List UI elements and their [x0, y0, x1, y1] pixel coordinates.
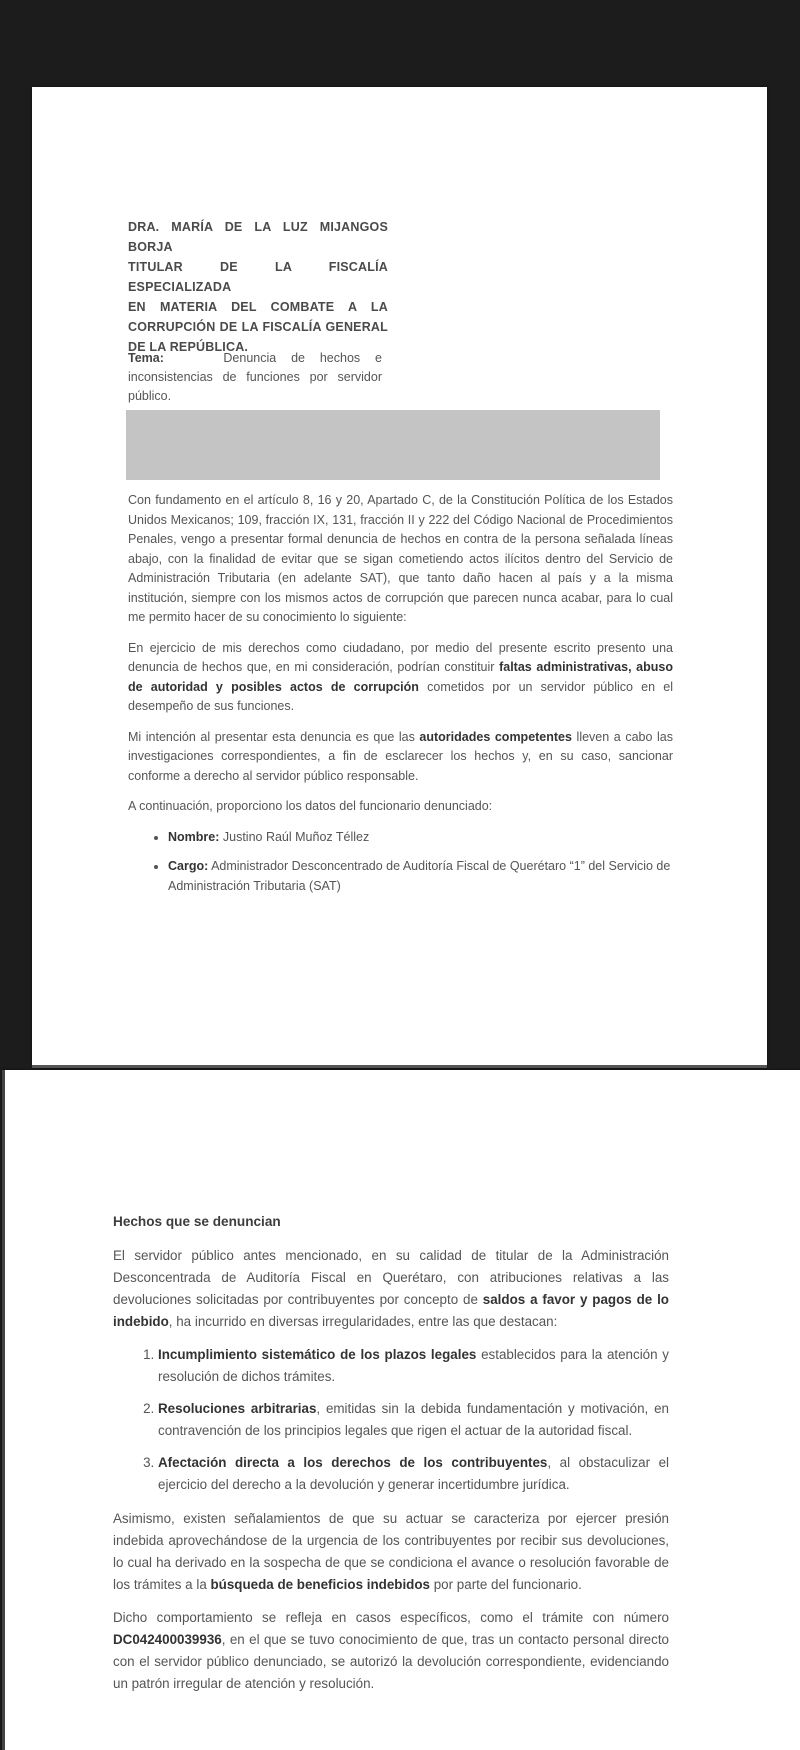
recipient-line: EN MATERIA DEL COMBATE A LA	[128, 300, 388, 314]
recipient-line: DRA. MARÍA DE LA LUZ MIJANGOS BORJA	[128, 220, 388, 254]
section-heading: Hechos que se denuncian	[113, 1214, 281, 1229]
document-page-2	[2, 1070, 800, 1750]
recipient-line: TITULAR DE LA FISCALÍA ESPECIALIZADA	[128, 260, 388, 294]
recipient-block	[128, 217, 388, 357]
paragraph-facts: El servidor público antes mencionado, en su calidad de titular de la Administración Desconcentrada de Auditoría Fiscal en Querétaro, con atribuciones relativas a las devoluciones solicitadas por contribuyentes por concepto de saldos a favor y pagos de lo indebido, ha incurrido en diversas irregularidades, entre las que destacan:	[113, 1248, 669, 1329]
list-item-position: • Cargo: Administrador Desconcentrado de Auditoría Fiscal de Querétaro “1” del Servicio de Administración Tributaria (SAT)	[168, 857, 673, 896]
paragraph-legal-basis: Con fundamento en el artículo 8, 16 y 20, Apartado C, de la Constitución Política de los Estados Unidos Mexicanos; 109, fracción IX, 131, fracción II y 222 del Código Nacional de Procedimientos Penales, vengo a presentar formal denuncia de hechos en contra de la persona señalada líneas abajo, con la finalidad de evitar que se sigan cometiendo actos ilícitos dentro del Servicio de Administración Tributaria (en adelante SAT), que tanto daño hacen al país y a la misma institución, siempre con los mismos actos de corrupción que parecen nunca acabar, para lo cual me permito hacer de su conocimiento lo siguiente:	[128, 493, 673, 624]
list-item-name: • Nombre: Justino Raúl Muñoz Téllez	[168, 828, 673, 848]
irregularities-list	[113, 1344, 669, 1496]
redacted-block	[126, 410, 660, 480]
paragraph-complaint: En ejercicio de mis derechos como ciudadano, por medio del presente escrito presento una denuncia de hechos que, en mi consideración, podrían constituir faltas administrativas, abuso de autoridad y posibles actos de corrupción cometidos por un servidor público en el desempeño de sus funciones.	[128, 640, 673, 713]
subject-block	[128, 349, 382, 406]
paragraph-intention: Mi intención al presentar esta denuncia es que las autoridades competentes lleven a cabo las investigaciones correspondientes, a fin de esclarecer los hechos y, en su caso, sancionar conforme a derecho al servidor público responsable.	[128, 729, 673, 783]
subject-text: Denuncia de hechos e inconsistencias de funciones por servidor público.	[128, 351, 382, 403]
document-page-1	[32, 87, 767, 1068]
paragraph-intro-list: A continuación, proporciono los datos del funcionario denunciado:	[128, 799, 493, 813]
list-item: 1. Incumplimiento sistemático de los plazos legales establecidos para la atención y resolución de dichos trámites.	[158, 1344, 669, 1388]
paragraph-pressure: Asimismo, existen señalamientos de que su actuar se caracteriza por ejercer presión indebida aprovechándose de la urgencia de los contribuyentes por recibir sus devoluciones, lo cual ha derivado en la sospecha de que se condiciona el avance o resolución favorable de los trámites a la búsqueda de beneficios indebidos por parte del funcionario.	[113, 1511, 669, 1592]
recipient-line: DE LA REPÚBLICA.	[128, 340, 249, 354]
paragraph-specific-case: Dicho comportamiento se refleja en casos específicos, como el trámite con número DC042400039936, en el que se tuvo conocimiento de que, tras un contacto personal directo con el servidor público denunciado, se autorizó la devolución correspondiente, evidenciando un patrón irregular de atención y resolución.	[113, 1610, 669, 1691]
list-item: 2. Resoluciones arbitrarias, emitidas sin la debida fundamentación y motivación, en contravención de los principios legales que rigen el actuar de la autoridad fiscal.	[158, 1398, 669, 1442]
body-text-page-2	[113, 1211, 669, 1706]
official-details-list	[128, 828, 673, 897]
body-text-page-1	[128, 491, 673, 906]
recipient-line: CORRUPCIÓN DE LA FISCALÍA GENERAL	[128, 320, 388, 334]
list-item: 3. Afectación directa a los derechos de los contribuyentes, al obstaculizar el ejercicio del derecho a la devolución y generar incertidumbre jurídica.	[158, 1452, 669, 1496]
subject-label: Tema:	[128, 351, 164, 365]
